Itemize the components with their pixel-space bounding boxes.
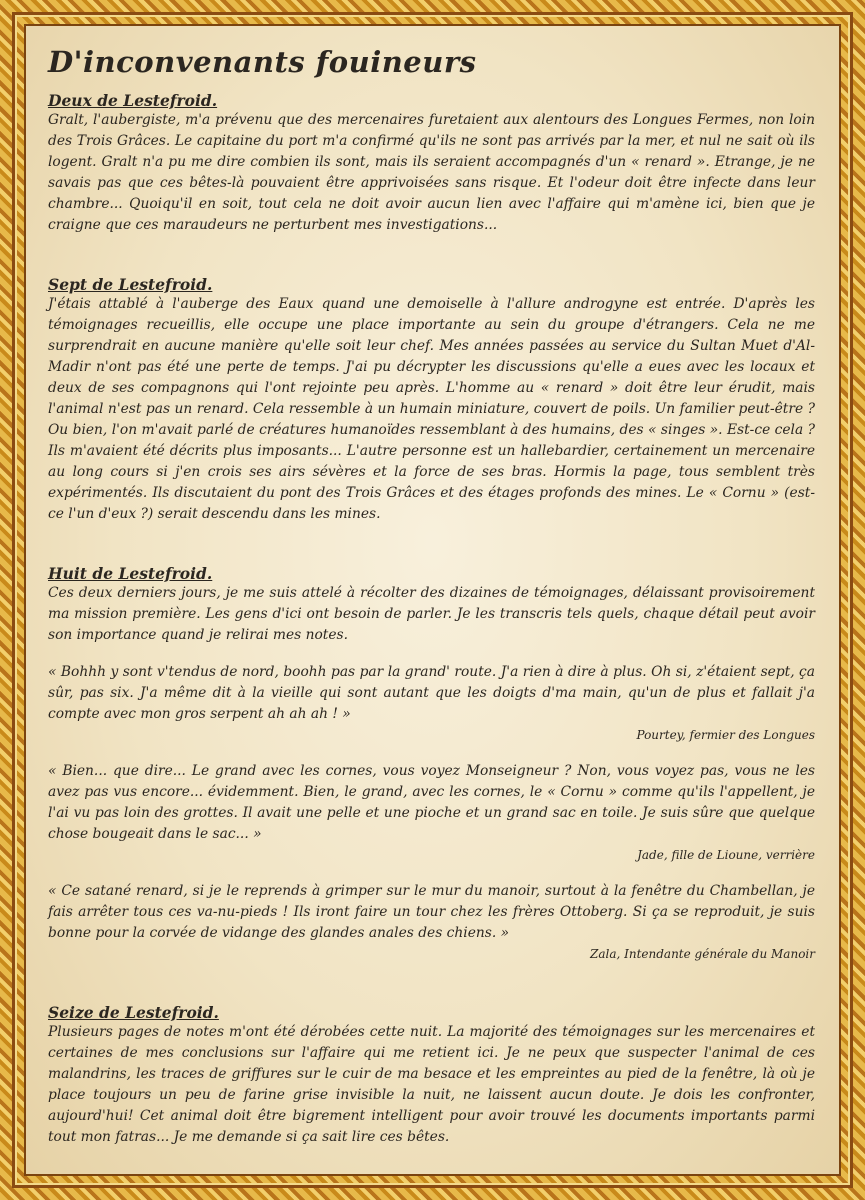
testimony-author: Zala, Intendante générale du Manoir <box>590 947 815 961</box>
testimony-author: Pourtey, fermier des Longues <box>636 728 815 742</box>
parchment-page <box>24 24 841 1176</box>
page-title: D'inconvenants fouineurs <box>48 45 477 79</box>
entry-text: Plusieurs pages de notes m'ont été dérobées cette nuit. La majorité des témoignages sur les mercenaires et certaines de mes conclusions sur l'affaire qui me retient ici. Je ne peux que suspecter l'animal de ces malandrins, les traces de griffures sur le cuir de ma besace et les empreintes au pied de la fenêtre, là où je place toujours un peu de farine grise invisible la nuit, ne laissent aucun doute. Je dois les confronter, aujourd'hui! Cet animal doit être bigrement intelligent pour avoir trouvé les documents importants parmi tout mon fatras... Je me demande si ça sait lire ces bêtes. <box>48 1024 815 1145</box>
testimony-author: Jade, fille de Lioune, verrière <box>637 848 815 862</box>
testimony-quote: « Bohhh y sont v'tendus de nord, boohh pas par la grand' route. J'a rien à dire à plus. Oh si, z'étaient sept, ça sûr, pas six. J'a même dit à la vieille qui sont autant que les doigts d'ma main, qu'un de plus et fallait j'a compte avec mon gros serpent ah ah ah ! » <box>48 664 815 722</box>
testimony <box>48 881 815 964</box>
journal-entry <box>48 565 815 964</box>
entry-text: Ces deux derniers jours, je me suis attelé à récolter des dizaines de témoignages, délaissant provisoirement ma mission première. Les gens d'ici ont besoin de parler. Je les transcris tels quels, chaque détail peut avoir son importance quand je relirai mes notes. <box>48 585 815 643</box>
entry-title: Huit de Lestefroid. <box>48 564 213 583</box>
entry-title: Sept de Lestefroid. <box>48 275 213 294</box>
entry-title: Seize de Lestefroid. <box>48 1003 219 1022</box>
testimony-quote: « Bien... que dire... Le grand avec les cornes, vous voyez Monseigneur ? Non, vous voyez pas, vous ne les avez pas vus encore... évidemment. Bien, le grand, avec les cornes, le « Cornu » comme qu'ils l'appellent, je l'ai vu pas loin des grottes. Il avait une pelle et une pioche et un grand sac en toile. Je suis sûre que quelque chose bougeait dans le sac... » <box>48 763 815 842</box>
testimony-quote: « Ce satané renard, si je le reprends à grimper sur le mur du manoir, surtout à la fenêtre du Chambellan, je fais arrêter tous ces va-nu-pieds ! Ils iront faire un tour chez les frères Ottoberg. Si ça se reproduit, je suis bonne pour la corvée de vidange des glandes anales des chiens. » <box>48 883 815 941</box>
entry-text: Gralt, l'aubergiste, m'a prévenu que des mercenaires furetaient aux alentours des Longues Fermes, non loin des Trois Grâces. Le capitaine du port m'a confirmé qu'ils ne sont pas arrivés par la mer, et nul ne sait où ils logent. Gralt n'a pu me dire combien ils sont, mais ils seraient accompagnés d'un « renard ». Etrange, je ne savais pas que ces bêtes-là pouvaient être apprivoisées sans risque. Et l'odeur doit être infecte dans leur chambre... Quoiqu'il en soit, tout cela ne doit avoir aucun lien avec l'affaire qui m'amène ici, bien que je craigne que ces maraudeurs ne perturbent mes investigations... <box>48 112 815 233</box>
testimony <box>48 761 815 865</box>
entry-text: J'étais attablé à l'auberge des Eaux quand une demoiselle à l'allure androgyne est entrée. D'après les témoignages recueillis, elle occupe une place importante au sein du groupe d'étrangers. Cela ne me surprendrait en aucune manière qu'elle soit leur chef. Mes années passées au service du Sultan Muet d'Al-Madir n'ont pas été une perte de temps. J'ai pu décrypter les discussions qu'elle a eues avec les locaux et deux de ses compagnons qui l'ont rejointe peu après. L'homme au « renard » doit être leur érudit, mais l'animal n'est pas un renard. Cela ressemble à un humain miniature, couvert de poils. Un familier peut-être ? Ou bien, l'on m'avait parlé de créatures humanoïdes ressemblant à des humains, des « singes ». Est-ce cela ? Ils m'avaient été décrits plus imposants... L'autre personne est un hallebardier, certainement un mercenaire au long cours si j'en crois ses airs sévères et la force de ses bras. Hormis la page, tous semblent très expérimentés. Ils discutaient du pont des Trois Grâces et des étages profonds des mines. Le « Cornu » (est-ce l'un d'eux ?) serait descendu dans les mines. <box>48 296 815 522</box>
journal-entry <box>48 276 815 525</box>
journal-entry <box>48 92 815 236</box>
testimony <box>48 662 815 745</box>
journal-entry <box>48 1004 815 1148</box>
entry-title: Deux de Lestefroid. <box>48 91 218 110</box>
